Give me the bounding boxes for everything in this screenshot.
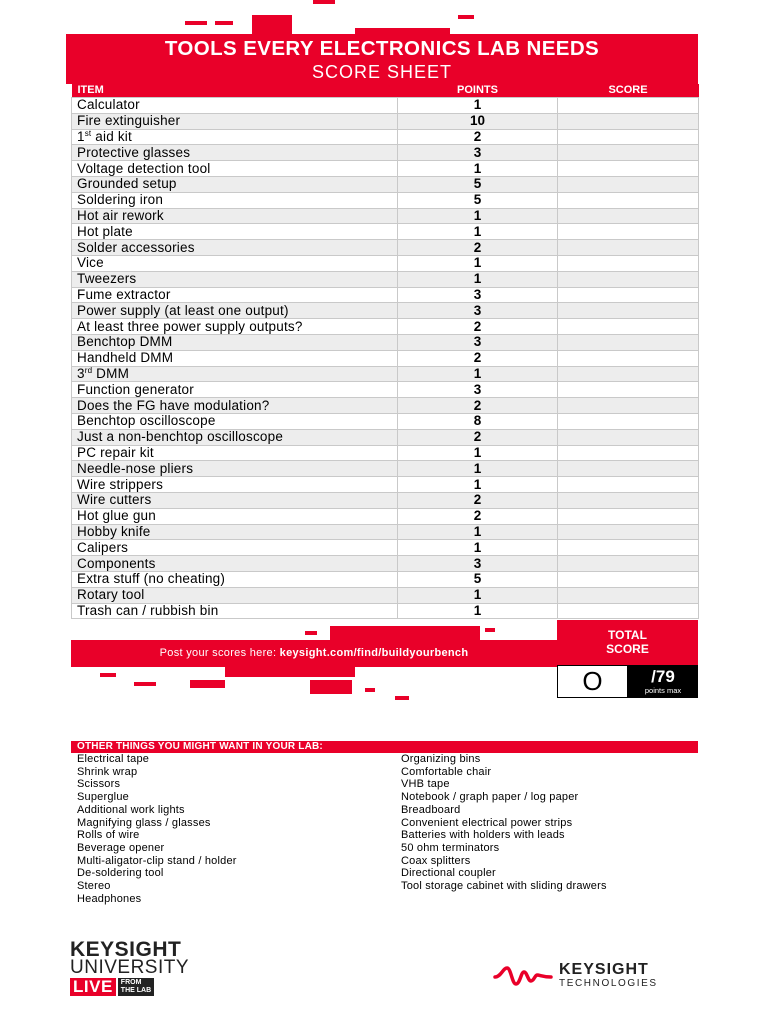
column-header-score: SCORE <box>558 84 699 98</box>
table-row <box>72 382 699 398</box>
item-points: 1 <box>398 98 558 114</box>
list-item: Notebook / graph paper / log paper <box>401 791 579 804</box>
item-points: 1 <box>398 603 558 619</box>
item-name: Hot glue gun <box>72 508 398 524</box>
item-score-cell[interactable] <box>558 161 699 177</box>
item-name: Hobby knife <box>72 524 398 540</box>
item-points: 5 <box>398 176 558 192</box>
item-points: 3 <box>398 334 558 350</box>
table-row <box>72 587 699 603</box>
item-score-cell[interactable] <box>558 556 699 572</box>
total-label-line1: TOTAL <box>608 628 647 642</box>
page-title: TOOLS EVERY ELECTRONICS LAB NEEDS <box>164 37 600 60</box>
item-points: 8 <box>398 413 558 429</box>
item-points: 2 <box>398 398 558 414</box>
item-name: 3rd DMM <box>72 366 398 382</box>
total-score-label <box>557 620 698 665</box>
item-name: Needle-nose pliers <box>72 461 398 477</box>
table-row <box>72 603 699 619</box>
table-row <box>72 366 699 382</box>
deco-bar <box>485 628 495 632</box>
list-item: Tool storage cabinet with sliding drawers <box>401 880 607 893</box>
list-item: Beverage opener <box>77 841 165 854</box>
table-row <box>72 319 699 335</box>
table-row <box>72 113 699 129</box>
table-row <box>72 98 699 114</box>
item-name: Just a non-benchtop oscilloscope <box>72 429 398 445</box>
item-points: 2 <box>398 508 558 524</box>
deco-bar <box>395 696 409 700</box>
ks-logo-name: KEYSIGHT <box>559 961 649 978</box>
list-item: Coax splitters <box>401 854 471 867</box>
item-score-cell[interactable] <box>558 98 699 114</box>
ku-logo-line2: UNIVERSITY <box>70 957 190 978</box>
item-name: Does the FG have modulation? <box>72 398 398 414</box>
other-things-list-left <box>77 753 237 905</box>
list-item: Superglue <box>77 791 129 804</box>
table-row <box>72 176 699 192</box>
item-points: 2 <box>398 429 558 445</box>
item-name: Rotary tool <box>72 587 398 603</box>
item-score-cell[interactable] <box>558 398 699 414</box>
item-name: Fume extractor <box>72 287 398 303</box>
item-name: Soldering iron <box>72 192 398 208</box>
deco-bar <box>185 21 207 25</box>
item-score-cell[interactable] <box>558 271 699 287</box>
max-points: /79 <box>651 667 675 686</box>
item-name: Solder accessories <box>72 240 398 256</box>
item-points: 10 <box>398 113 558 129</box>
table-row <box>72 540 699 556</box>
table-row <box>72 524 699 540</box>
list-item: Convenient electrical power strips <box>401 816 573 829</box>
item-points: 3 <box>398 303 558 319</box>
table-row <box>72 477 699 493</box>
list-item: Headphones <box>77 892 142 905</box>
item-points: 1 <box>398 524 558 540</box>
deco-bar <box>190 680 225 688</box>
score-table <box>71 84 699 619</box>
deco-bar <box>215 21 233 25</box>
item-name: Voltage detection tool <box>72 161 398 177</box>
deco-bar <box>225 667 355 677</box>
table-row <box>72 492 699 508</box>
item-score-cell[interactable] <box>558 334 699 350</box>
item-name: Wire cutters <box>72 492 398 508</box>
list-item: Scissors <box>77 778 121 791</box>
item-score-cell[interactable] <box>558 224 699 240</box>
deco-bar <box>305 631 317 635</box>
item-points: 1 <box>398 461 558 477</box>
item-points: 1 <box>398 224 558 240</box>
total-score-max <box>628 665 698 698</box>
item-score-cell[interactable] <box>558 524 699 540</box>
item-points: 1 <box>398 587 558 603</box>
list-item: Breadboard <box>401 803 461 816</box>
item-score-cell[interactable] <box>558 571 699 587</box>
item-name: Benchtop DMM <box>72 334 398 350</box>
item-score-cell[interactable] <box>558 208 699 224</box>
item-points: 3 <box>398 287 558 303</box>
list-item: Organizing bins <box>401 753 481 765</box>
item-points: 3 <box>398 382 558 398</box>
item-name: Handheld DMM <box>72 350 398 366</box>
total-score-value[interactable]: O <box>557 665 628 698</box>
table-row <box>72 129 699 145</box>
item-name: Trash can / rubbish bin <box>72 603 398 619</box>
item-points: 5 <box>398 571 558 587</box>
item-name: Fire extinguisher <box>72 113 398 129</box>
list-item: 50 ohm terminators <box>401 841 500 854</box>
other-things-heading: OTHER THINGS YOU MIGHT WANT IN YOUR LAB: <box>71 741 698 753</box>
keysight-technologies-logo <box>493 962 658 989</box>
deco-bar <box>458 15 474 19</box>
table-row <box>72 571 699 587</box>
deco-bar <box>313 0 335 4</box>
list-item: Electrical tape <box>77 753 150 765</box>
item-name: Benchtop oscilloscope <box>72 413 398 429</box>
table-row <box>72 556 699 572</box>
ku-logo-from: FROM <box>120 979 142 986</box>
list-item: Rolls of wire <box>77 829 140 842</box>
item-score-cell[interactable] <box>558 303 699 319</box>
item-score-cell[interactable] <box>558 540 699 556</box>
column-header-item: ITEM <box>72 84 398 98</box>
item-points: 1 <box>398 540 558 556</box>
item-name: Calculator <box>72 98 398 114</box>
table-row <box>72 413 699 429</box>
item-points: 1 <box>398 271 558 287</box>
item-points: 1 <box>398 366 558 382</box>
table-row <box>72 334 699 350</box>
deco-bar <box>100 673 116 677</box>
deco-bar <box>330 626 480 640</box>
item-points: 3 <box>398 556 558 572</box>
post-scores-link[interactable]: keysight.com/find/buildyourbench <box>279 647 469 659</box>
column-header-points: POINTS <box>398 84 558 98</box>
item-score-cell[interactable] <box>558 461 699 477</box>
item-points: 1 <box>398 161 558 177</box>
item-score-cell[interactable] <box>558 319 699 335</box>
table-row <box>72 461 699 477</box>
table-row <box>72 161 699 177</box>
table-row <box>72 240 699 256</box>
item-score-cell[interactable] <box>558 366 699 382</box>
table-row <box>72 271 699 287</box>
item-points: 2 <box>398 129 558 145</box>
deco-bar <box>134 682 156 686</box>
item-score-cell[interactable] <box>558 129 699 145</box>
item-points: 2 <box>398 240 558 256</box>
item-name: Hot air rework <box>72 208 398 224</box>
table-row <box>72 255 699 271</box>
deco-bar <box>252 15 292 35</box>
item-score-cell[interactable] <box>558 145 699 161</box>
item-name: Components <box>72 556 398 572</box>
table-row <box>72 224 699 240</box>
item-score-cell[interactable] <box>558 477 699 493</box>
item-score-cell[interactable] <box>558 287 699 303</box>
ks-logo-sub: TECHNOLOGIES <box>559 978 658 989</box>
item-score-cell[interactable] <box>558 508 699 524</box>
page-subtitle: SCORE SHEET <box>311 62 453 82</box>
item-score-cell[interactable] <box>558 255 699 271</box>
table-row <box>72 350 699 366</box>
table-row <box>72 445 699 461</box>
item-score-cell[interactable] <box>558 429 699 445</box>
item-name: Function generator <box>72 382 398 398</box>
table-row <box>72 398 699 414</box>
list-item: Comfortable chair <box>401 765 492 778</box>
item-name: Hot plate <box>72 224 398 240</box>
ku-logo-from-the-lab <box>118 978 154 996</box>
table-row <box>72 208 699 224</box>
ku-logo-the-lab: THE LAB <box>120 987 152 994</box>
keysight-wave-icon <box>493 964 553 988</box>
list-item: Shrink wrap <box>77 765 138 778</box>
item-score-cell[interactable] <box>558 382 699 398</box>
list-item: De-soldering tool <box>77 867 164 880</box>
item-name: Power supply (at least one output) <box>72 303 398 319</box>
table-row <box>72 287 699 303</box>
item-points: 1 <box>398 477 558 493</box>
deco-bar <box>365 688 375 692</box>
list-item: Stereo <box>77 880 111 893</box>
table-row <box>72 145 699 161</box>
item-points: 1 <box>398 255 558 271</box>
item-points: 3 <box>398 145 558 161</box>
item-name: 1st aid kit <box>72 129 398 145</box>
list-item: Magnifying glass / glasses <box>77 816 211 829</box>
table-row <box>72 192 699 208</box>
header-banner <box>66 34 698 84</box>
item-name: At least three power supply outputs? <box>72 319 398 335</box>
list-item: Multi-aligator-clip stand / holder <box>77 854 237 867</box>
list-item: VHB tape <box>401 778 450 791</box>
item-score-cell[interactable] <box>558 350 699 366</box>
ku-logo-line1: KEYSIGHT <box>70 938 182 961</box>
item-name: Grounded setup <box>72 176 398 192</box>
item-name: Vice <box>72 255 398 271</box>
item-score-cell[interactable] <box>558 240 699 256</box>
table-row <box>72 508 699 524</box>
item-score-cell[interactable] <box>558 176 699 192</box>
item-points: 2 <box>398 492 558 508</box>
list-item: Directional coupler <box>401 867 496 880</box>
other-things-list-right <box>401 753 607 893</box>
item-score-cell[interactable] <box>558 192 699 208</box>
item-name: Wire strippers <box>72 477 398 493</box>
item-score-cell[interactable] <box>558 587 699 603</box>
item-name: Protective glasses <box>72 145 398 161</box>
item-name: Calipers <box>72 540 398 556</box>
table-row <box>72 303 699 319</box>
item-score-cell[interactable] <box>558 492 699 508</box>
item-score-cell[interactable] <box>558 603 699 619</box>
table-row <box>72 429 699 445</box>
item-points: 2 <box>398 319 558 335</box>
table-header-row <box>72 84 699 98</box>
list-item: Additional work lights <box>77 803 185 816</box>
item-name: PC repair kit <box>72 445 398 461</box>
item-score-cell[interactable] <box>558 445 699 461</box>
item-score-cell[interactable] <box>558 413 699 429</box>
max-points-caption: points max <box>644 686 682 695</box>
list-item: Batteries with holders with leads <box>401 829 565 842</box>
item-points: 5 <box>398 192 558 208</box>
total-label-line2: SCORE <box>606 642 649 656</box>
item-name: Tweezers <box>72 271 398 287</box>
post-scores-text: Post your scores here: <box>159 647 280 659</box>
post-scores-banner <box>71 640 557 667</box>
item-name: Extra stuff (no cheating) <box>72 571 398 587</box>
item-points: 1 <box>398 445 558 461</box>
item-points: 1 <box>398 208 558 224</box>
item-score-cell[interactable] <box>558 113 699 129</box>
item-points: 2 <box>398 350 558 366</box>
deco-bar <box>310 680 352 694</box>
ku-logo-live: LIVE <box>70 978 116 996</box>
keysight-university-live-logo <box>70 940 189 996</box>
